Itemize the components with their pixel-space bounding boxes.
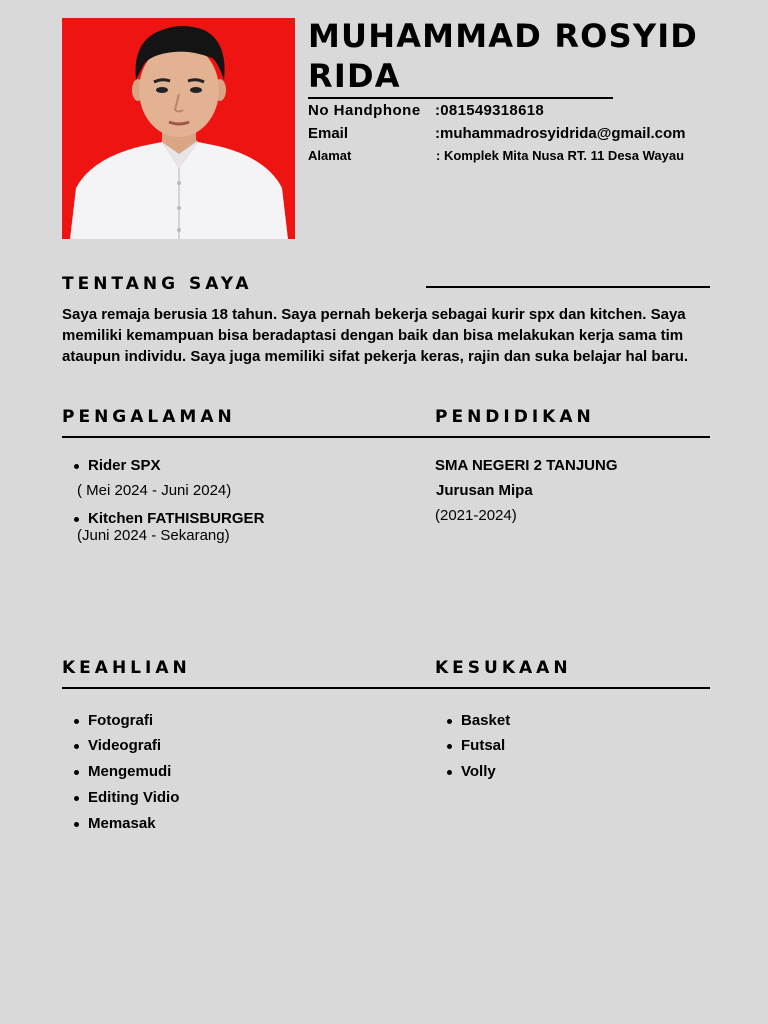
education-heading: PENDIDIKAN [435, 407, 595, 427]
person-portrait [62, 18, 295, 239]
experience-title: Kitchen FATHISBURGER [88, 510, 265, 527]
bullet-icon [447, 770, 452, 775]
skill-item [88, 712, 153, 729]
bullet-icon [74, 770, 79, 775]
experience-item [88, 457, 161, 474]
phone-label: No Handphone [308, 102, 421, 119]
hobby-item [461, 763, 496, 780]
name-underline [308, 97, 613, 99]
about-divider [426, 286, 710, 288]
education-major: Jurusan Mipa [436, 482, 533, 499]
hobby-label: Futsal [461, 737, 506, 754]
hobby-item [461, 737, 505, 754]
skill-label: Fotografi [88, 712, 153, 729]
bullet-icon [74, 796, 79, 801]
phone-row [308, 102, 608, 120]
experience-heading: PENGALAMAN [62, 407, 236, 427]
education-school: SMA NEGERI 2 TANJUNG [435, 457, 618, 474]
email-row [308, 125, 708, 143]
skill-label: Editing Vidio [88, 789, 180, 806]
email-value: :muhammadrosyidrida@gmail.com [435, 125, 686, 142]
bullet-icon [74, 517, 79, 522]
bullet-icon [74, 822, 79, 827]
skill-item [88, 737, 161, 754]
hobby-label: Basket [461, 712, 511, 729]
skill-item [88, 789, 179, 806]
address-value: : Komplek Mita Nusa RT. 11 Desa Wayau [436, 148, 685, 163]
experience-item [88, 510, 264, 527]
education-period: (2021-2024) [435, 507, 517, 524]
skill-label: Mengemudi [88, 763, 172, 780]
hobby-item [461, 712, 510, 729]
bullet-icon [447, 744, 452, 749]
skills-heading: KEAHLIAN [62, 658, 191, 678]
section-divider [62, 436, 710, 438]
skill-item [88, 763, 171, 780]
address-label: Alamat [308, 148, 352, 163]
about-text: Saya remaja berusia 18 tahun. Saya pernah bekerja sebagai kurir spx dan kitchen. Saya memiliki kemampuan bisa beradaptasi dengan baik dan bisa melakukan kerja sama tim ataupun individu. Saya juga memiliki sifat pekerja keras, rajin dan suka belajar hal baru. [62, 306, 689, 365]
section-divider [62, 687, 710, 689]
experience-period: ( Mei 2024 - Juni 2024) [77, 482, 232, 499]
phone-value: :081549318618 [435, 102, 545, 119]
bullet-icon [74, 464, 79, 469]
bullet-icon [74, 719, 79, 724]
skill-label: Videografi [88, 737, 162, 754]
about-heading: TENTANG SAYA [62, 274, 253, 294]
experience-title: Rider SPX [88, 457, 161, 474]
address-row [308, 148, 718, 164]
bullet-icon [74, 744, 79, 749]
hobbies-heading: KESUKAAN [435, 658, 572, 678]
profile-photo [62, 18, 295, 239]
hobby-label: Volly [461, 763, 496, 780]
email-label: Email [308, 125, 349, 142]
bullet-icon [447, 719, 452, 724]
skill-item [88, 815, 156, 832]
experience-period: (Juni 2024 - Sekarang) [77, 527, 230, 544]
skill-label: Memasak [88, 815, 156, 832]
full-name: MUHAMMAD ROSYID RIDA [308, 17, 699, 95]
